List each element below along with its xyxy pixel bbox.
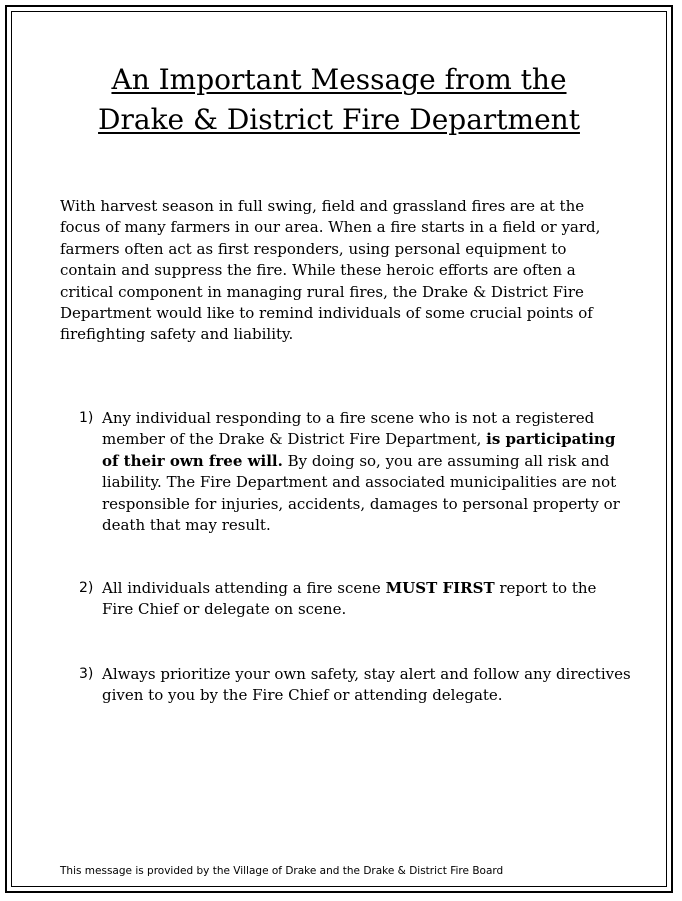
list-item-text [102,664,631,707]
title-line-1: An Important Message from the [111,63,567,96]
list-item [79,408,631,536]
list-item-text [102,578,631,621]
list-item [79,664,631,707]
list-item-number: 2) [79,580,94,596]
list-item-text-after: By doing so, you are assuming all risk and liability. The Fire Department and associated municipalities are not responsible for injuries, accidents, damages to personal property or death that may result. [102,451,620,535]
title-line-2: Drake & District Fire Department [98,103,580,136]
intro-paragraph: With harvest season in full swing, field and grassland fires are at the focus of many farmers in our area. When a fire starts in a field or yard, farmers often act as first responders, using personal equipment to contain and suppress the fire. While these heroic efforts are often a critical component in managing rural fires, the Drake & District Fire Department would like to remind individuals of some crucial points of firefighting safety and liability. [60,197,601,344]
list-item-text-bold: is participating of their own free will. [102,430,616,470]
footer-note: This message is provided by the Village of Drake and the Drake & District Fire Board [60,865,504,877]
list-item-text-before: All individuals attending a fire scene [102,579,386,597]
page-title [11,60,667,140]
list-item-text-after: report to the Fire Chief or delegate on scene. [102,579,597,619]
list-item-number: 3) [79,666,94,682]
list-item-number: 1) [79,410,94,426]
list-item-text-before: Always prioritize your own safety, stay alert and follow any directives given to you by the Fire Chief or attending delegate. [102,665,631,705]
list-item-text-bold: MUST FIRST [385,579,495,597]
list-item-text-before: Any individual responding to a fire scene who is not a registered member of the Drake & District Fire Department, [102,409,595,449]
list-item-text [102,408,631,536]
list-item [79,578,631,621]
